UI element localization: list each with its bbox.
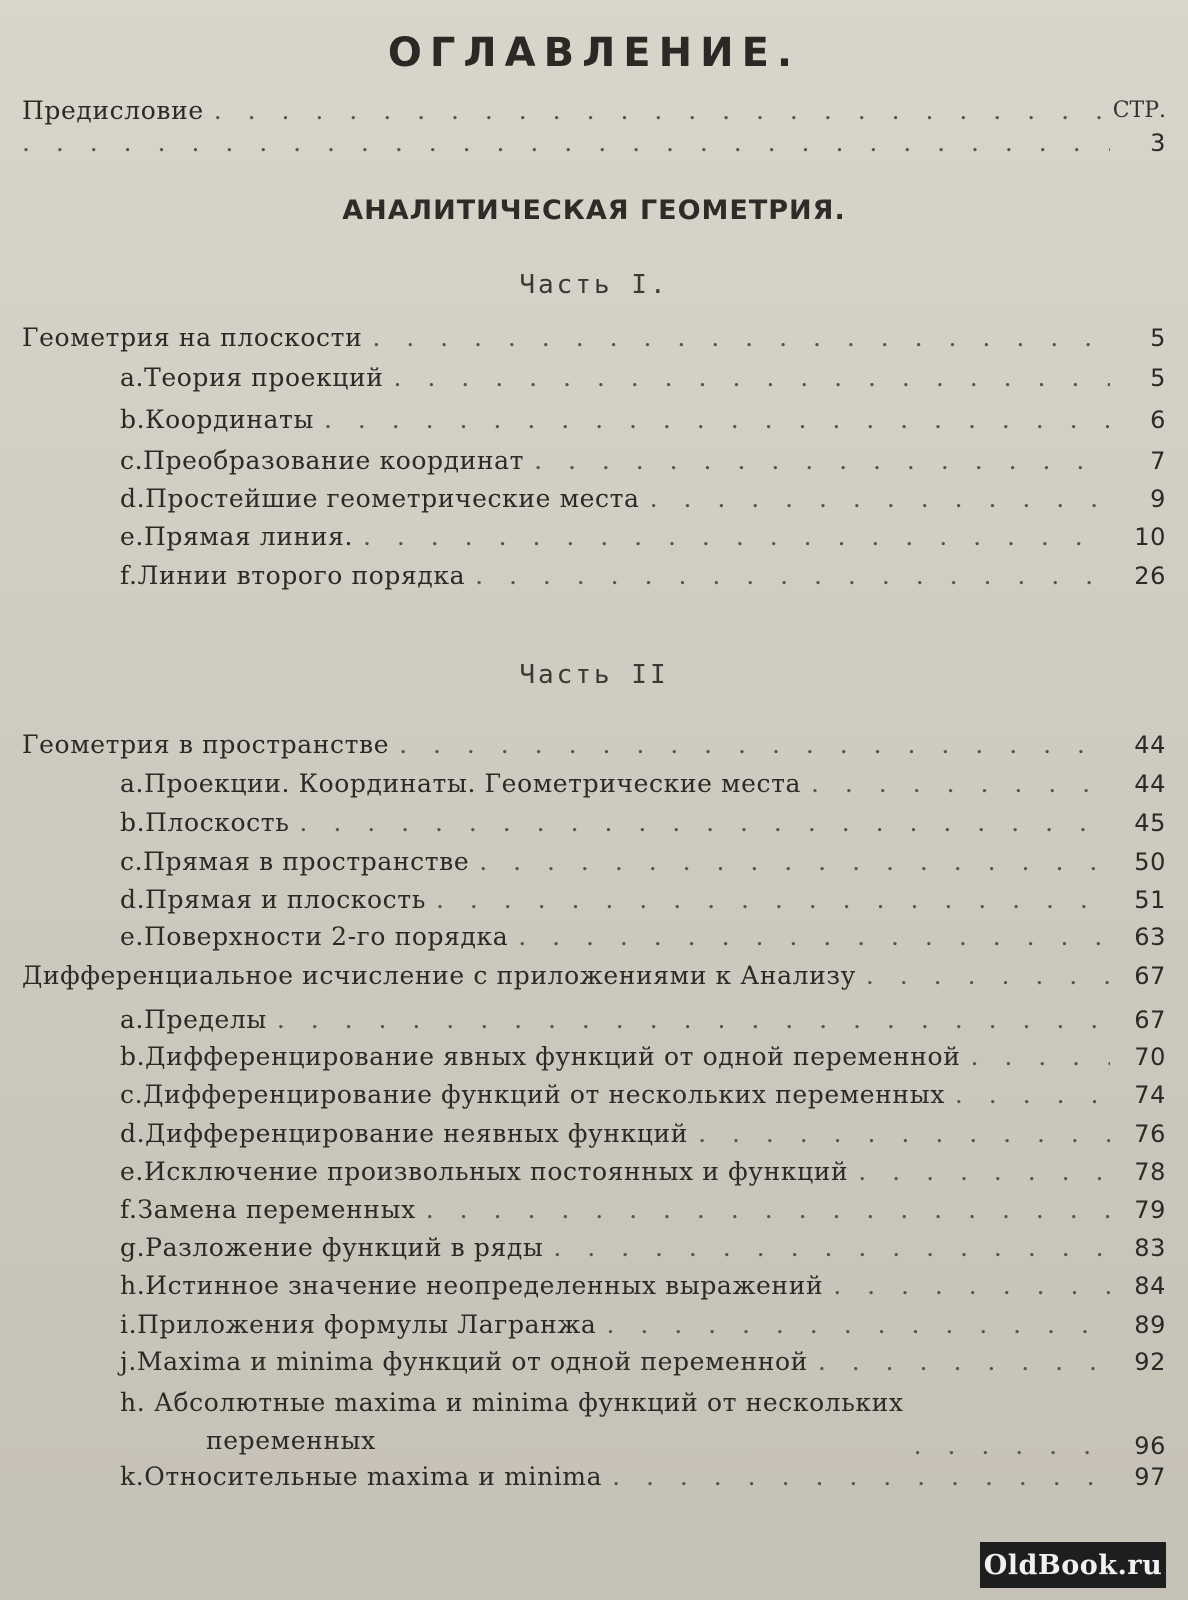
entry-text: Геометрия в пространстве: [22, 730, 390, 759]
leader-dots: [606, 1310, 1110, 1339]
toc-entry: [120, 769, 1166, 803]
leader-dots: [22, 128, 1110, 157]
entry-letter: d.: [120, 484, 146, 513]
page-number: 9: [1150, 485, 1166, 513]
page-number: 83: [1134, 1234, 1166, 1262]
leader-dots: [518, 922, 1110, 951]
section-heading: АНАЛИТИЧЕСКАЯ ГЕОМЕТРИЯ.: [342, 195, 846, 226]
leader-dots: [811, 769, 1110, 798]
toc-chapter: [22, 730, 1166, 764]
leader-dots: [818, 1347, 1110, 1376]
toc-entry: [120, 1157, 1166, 1191]
leader-dots: [534, 446, 1110, 475]
part-label-1: Часть I.: [519, 270, 669, 300]
toc-entry: [120, 522, 1166, 556]
page-number: 97: [1134, 1463, 1166, 1491]
entry-textblock: [120, 1384, 904, 1460]
entry-text: Предисловие: [22, 96, 204, 125]
page-number: 6: [1150, 406, 1166, 434]
leader-dots: [399, 730, 1110, 759]
entry-text: Прямая в пространстве: [143, 847, 470, 876]
page-number: 5: [1150, 324, 1166, 352]
toc-entry-preface: [22, 96, 1166, 130]
entry-text: Дифференцирование явных функций от одной переменной: [145, 1042, 961, 1071]
page-number: 84: [1134, 1272, 1166, 1300]
entry-letter: a.: [120, 363, 145, 392]
toc-entry: [120, 1271, 1166, 1305]
page-title: ОГЛАВЛЕНИЕ.: [387, 30, 801, 76]
toc-entry: [120, 1005, 1166, 1039]
entry-text: Линии второго порядка: [137, 561, 466, 590]
entry-letter: f.: [120, 1195, 138, 1224]
entry-text: Пределы: [144, 1005, 267, 1034]
toc-entry: [120, 1310, 1166, 1344]
entry-text: Дифференцирование неявных функций: [145, 1119, 689, 1148]
entry-letter: i.: [120, 1310, 138, 1339]
toc-entry: [120, 1195, 1166, 1229]
entry-letter: h.: [120, 1271, 146, 1300]
entry-text: Преобразование координат: [143, 446, 525, 475]
page-number: 51: [1134, 886, 1166, 914]
leader-dots: [426, 1195, 1110, 1224]
toc-entry: [120, 808, 1166, 842]
entry-letter: d.: [120, 885, 146, 914]
toc-chapter: [22, 323, 1166, 357]
entry-text: Прямая линия.: [143, 522, 353, 551]
entry-letter: h.: [120, 1388, 146, 1417]
entry-text-continued: переменных: [206, 1426, 376, 1455]
toc-entry: [120, 484, 1166, 518]
leader-dots: [698, 1119, 1110, 1148]
entry-text: Абсолютные maxima и minima функций от нескольких: [154, 1388, 904, 1417]
leader-dots: [475, 561, 1110, 590]
leader-dots: [394, 363, 1110, 392]
leader-dots: [833, 1271, 1110, 1300]
entry-letter: c.: [120, 847, 144, 876]
entry-text: Разложение функций в ряды: [145, 1233, 544, 1262]
leader-dots: [970, 1042, 1110, 1071]
leader-dots: [914, 1431, 1110, 1460]
entry-letter: e.: [120, 1157, 144, 1186]
toc-entry: [120, 847, 1166, 881]
entry-letter: a.: [120, 1005, 145, 1034]
entry-letter: k.: [120, 1462, 145, 1491]
toc-entry-preface-page: [22, 128, 1166, 162]
page-number: 67: [1134, 1006, 1166, 1034]
page-number: 63: [1134, 923, 1166, 951]
entry-text: Теория проекций: [144, 363, 384, 392]
toc-entry: [120, 1384, 1166, 1460]
entry-letter: c.: [120, 1080, 144, 1109]
entry-text: Прямая и плоскость: [145, 885, 426, 914]
entry-letter: j.: [120, 1347, 137, 1376]
toc-entry: [120, 446, 1166, 480]
page-number: 79: [1134, 1196, 1166, 1224]
part-label-2: Часть II: [519, 660, 669, 690]
entry-letter: c.: [120, 446, 144, 475]
toc-entry: [120, 1080, 1166, 1114]
page-number: 45: [1134, 809, 1166, 837]
page-number: 3: [1150, 129, 1166, 157]
page-number: 96: [1134, 1432, 1166, 1460]
leader-dots: [324, 405, 1110, 434]
page-number: 10: [1134, 523, 1166, 551]
leader-dots: [650, 484, 1110, 513]
entry-letter: e.: [120, 922, 144, 951]
page-number: 44: [1134, 731, 1166, 759]
leader-dots: [858, 1157, 1110, 1186]
toc-entry: [120, 1119, 1166, 1153]
entry-text: Плоскость: [145, 808, 290, 837]
leader-dots: [866, 961, 1110, 990]
leader-dots: [277, 1005, 1110, 1034]
toc-entry: [120, 405, 1166, 439]
entry-text: Простейшие геометрические места: [145, 484, 640, 513]
page-number: 44: [1134, 770, 1166, 798]
page-number: 70: [1134, 1043, 1166, 1071]
entry-text: Дифференциальное исчисление с приложениями к Анализу: [22, 961, 856, 990]
entry-letter: a.: [120, 769, 145, 798]
toc-entry: [120, 363, 1166, 397]
entry-text: Координаты: [145, 405, 314, 434]
page-number: 89: [1134, 1311, 1166, 1339]
entry-text: Maxima и minima функций от одной переменной: [136, 1347, 808, 1376]
leader-dots: [612, 1462, 1110, 1491]
leader-dots: [955, 1080, 1110, 1109]
entry-letter: b.: [120, 1042, 146, 1071]
entry-text: Истинное значение неопределенных выражений: [145, 1271, 824, 1300]
page-number: 50: [1134, 848, 1166, 876]
entry-text: Приложения формулы Лагранжа: [137, 1310, 597, 1339]
page-number: 26: [1134, 562, 1166, 590]
toc-entry: [120, 1347, 1166, 1381]
entry-letter: b.: [120, 808, 146, 837]
entry-letter: f.: [120, 561, 138, 590]
entry-text: Дифференцирование функций от нескольких переменных: [143, 1080, 945, 1109]
page-number: 76: [1134, 1120, 1166, 1148]
leader-dots: [299, 808, 1110, 837]
entry-text: Проекции. Координаты. Геометрические места: [144, 769, 802, 798]
watermark-logo: OldBook.ru: [980, 1542, 1166, 1588]
entry-text: Геометрия на плоскости: [22, 323, 363, 352]
entry-letter: d.: [120, 1119, 146, 1148]
entry-text: Замена переменных: [137, 1195, 416, 1224]
toc-entry: [120, 1042, 1166, 1076]
page-number: 78: [1134, 1158, 1166, 1186]
leader-dots: [372, 323, 1110, 352]
toc-chapter: [22, 961, 1166, 995]
page-number: 7: [1150, 447, 1166, 475]
toc-entry: [120, 922, 1166, 956]
entry-letter: g.: [120, 1233, 146, 1262]
entry-text: Исключение произвольных постоянных и функций: [143, 1157, 849, 1186]
toc-entry: [120, 561, 1166, 595]
page-number: 92: [1134, 1348, 1166, 1376]
leader-dots: [553, 1233, 1110, 1262]
leader-dots: [436, 885, 1110, 914]
toc-entry: [120, 885, 1166, 919]
page-column-label: СТР.: [1112, 98, 1166, 123]
page-number: 74: [1134, 1081, 1166, 1109]
entry-letter: e.: [120, 522, 144, 551]
leader-dots: [214, 96, 1110, 125]
leader-dots: [363, 522, 1110, 551]
leader-dots: [479, 847, 1110, 876]
entry-letter: b.: [120, 405, 146, 434]
entry-text: Относительные maxima и minima: [144, 1462, 603, 1491]
entry-text: Поверхности 2-го порядка: [143, 922, 509, 951]
page-number: 5: [1150, 364, 1166, 392]
page-number: 67: [1134, 962, 1166, 990]
toc-entry: [120, 1233, 1166, 1267]
toc-entry: [120, 1462, 1166, 1496]
